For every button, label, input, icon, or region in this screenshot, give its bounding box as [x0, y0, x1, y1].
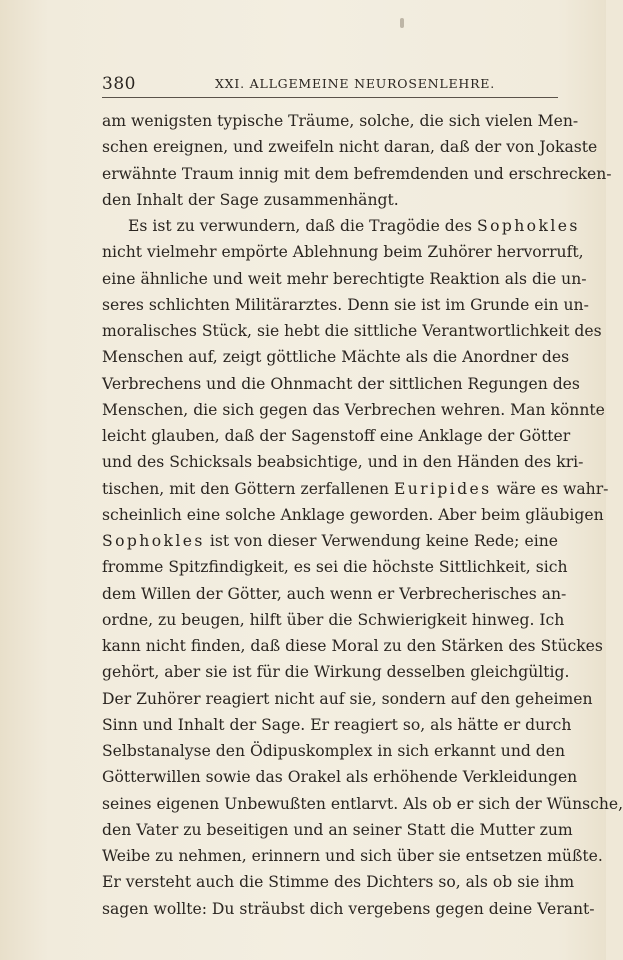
text-line: [102, 869, 575, 895]
text-line: [102, 161, 612, 187]
header-rule: [102, 97, 558, 98]
text-segment: den Vater zu beseitigen und an seiner Statt die Mutter zum: [102, 820, 573, 839]
text-segment: Selbstanalyse den Ödipuskomplex in sich erkannt und den: [102, 742, 566, 760]
text-line: [102, 712, 572, 738]
text-segment: erwähnte Traum innig mit dem befremdenden und erschrecken-: [102, 164, 612, 183]
text-line: [102, 817, 573, 843]
text-line: [102, 738, 566, 764]
text-line: [102, 502, 604, 528]
text-line: [102, 764, 578, 790]
text-segment: sagen wollte: Du sträubst dich vergebens gegen deine Verant-: [102, 899, 595, 918]
spaced-name: Sophokles: [102, 532, 205, 550]
text-line: [102, 344, 570, 370]
text-line: [102, 266, 587, 292]
text-segment: Sinn und Inhalt der Sage. Er reagiert so, als hätte er durch: [102, 715, 572, 734]
text-segment: den Inhalt der Sage zusammenhängt.: [102, 190, 399, 209]
text-segment: scheinlich eine solche Anklage geworden. Aber beim gläubigen: [102, 505, 604, 524]
text-line: [102, 791, 623, 817]
text-segment: seres schlichten Militärarztes. Denn sie ist im Grunde ein un-: [102, 295, 589, 314]
page-header: [102, 74, 558, 94]
text-line: [102, 187, 558, 213]
text-segment: nicht vielmehr empörte Ablehnung beim Zuhörer hervorruft,: [102, 243, 584, 262]
text-segment: ist von dieser Verwendung keine Rede; eine: [204, 532, 558, 550]
text-segment: seines eigenen Unbewußten entlarvt. Als ob er sich der Wünsche,: [102, 794, 623, 813]
running-head: XXI. ALLGEMEINE NEUROSENLEHRE.: [214, 76, 496, 91]
text-line: [102, 318, 602, 344]
text-segment: eine ähnliche und weit mehr berechtigte Reaktion als die un-: [102, 269, 587, 288]
text-segment: dem Willen der Götter, auch wenn er Verbrecherisches an-: [102, 584, 567, 603]
text-segment: Menschen auf, zeigt göttliche Mächte als die Anordner des: [102, 348, 570, 367]
text-line: [102, 633, 603, 659]
text-line: [102, 371, 580, 397]
text-segment: wäre es wahr-: [491, 479, 609, 498]
ink-speck: [400, 18, 404, 28]
text-segment: ordne, zu beugen, hilft über die Schwierigkeit hinweg. Ich: [102, 610, 565, 629]
text-line: [102, 554, 568, 580]
text-line: [102, 581, 567, 607]
text-line: [102, 607, 565, 633]
text-line: [102, 292, 589, 318]
text-line: [102, 108, 579, 134]
text-line: [102, 449, 584, 475]
text-segment: Es ist zu verwundern, daß die Tragödie des: [128, 217, 477, 235]
text-segment: und des Schicksals beabsichtige, und in den Händen des kri-: [102, 453, 584, 472]
text-segment: tischen, mit den Göttern zerfallenen: [102, 479, 394, 498]
text-line: [102, 686, 593, 712]
text-segment: Menschen, die sich gegen das Verbrechen wehren. Man könnte: [102, 400, 605, 419]
text-segment: schen ereignen, und zweifeln nicht daran, daß der von Jokaste: [102, 138, 598, 157]
text-segment: Götterwillen sowie das Orakel als erhöhende Verkleidungen: [102, 768, 578, 787]
spaced-name: Sophokles: [476, 217, 580, 235]
text-line: [102, 213, 580, 239]
text-segment: Weibe zu nehmen, erinnern und sich über sie entsetzen müßte.: [102, 847, 603, 865]
text-line: [102, 659, 570, 685]
text-segment: Der Zuhörer reagiert nicht auf sie, sondern auf den geheimen: [102, 689, 593, 708]
text-segment: leicht glauben, daß der Sagenstoff eine Anklage der Götter: [102, 427, 571, 445]
text-segment: kann nicht finden, daß diese Moral zu den Stärken des Stückes: [102, 637, 603, 655]
text-line: [102, 843, 603, 869]
text-segment: moralisches Stück, sie hebt die sittliche Verantwortlichkeit des: [102, 322, 602, 340]
spaced-name: Euripides: [393, 479, 492, 498]
text-line: [102, 397, 605, 423]
text-line: [102, 476, 609, 502]
page-number: 380: [102, 74, 136, 94]
text-segment: am wenigsten typische Träume, solche, die sich vielen Men-: [102, 112, 579, 130]
body-text: [102, 108, 623, 922]
text-line: [102, 239, 584, 265]
text-segment: Er versteht auch die Stimme des Dichters so, als ob sie ihm: [102, 873, 575, 892]
text-segment: fromme Spitzfindigkeit, es sei die höchste Sittlichkeit, sich: [102, 558, 568, 577]
text-line: [102, 896, 595, 922]
text-line: [102, 528, 558, 554]
text-line: [102, 423, 571, 449]
text-segment: gehört, aber sie ist für die Wirkung desselben gleichgültig.: [102, 663, 570, 682]
text-segment: Verbrechens und die Ohnmacht der sittlichen Regungen des: [102, 374, 580, 393]
text-line: [102, 134, 598, 160]
